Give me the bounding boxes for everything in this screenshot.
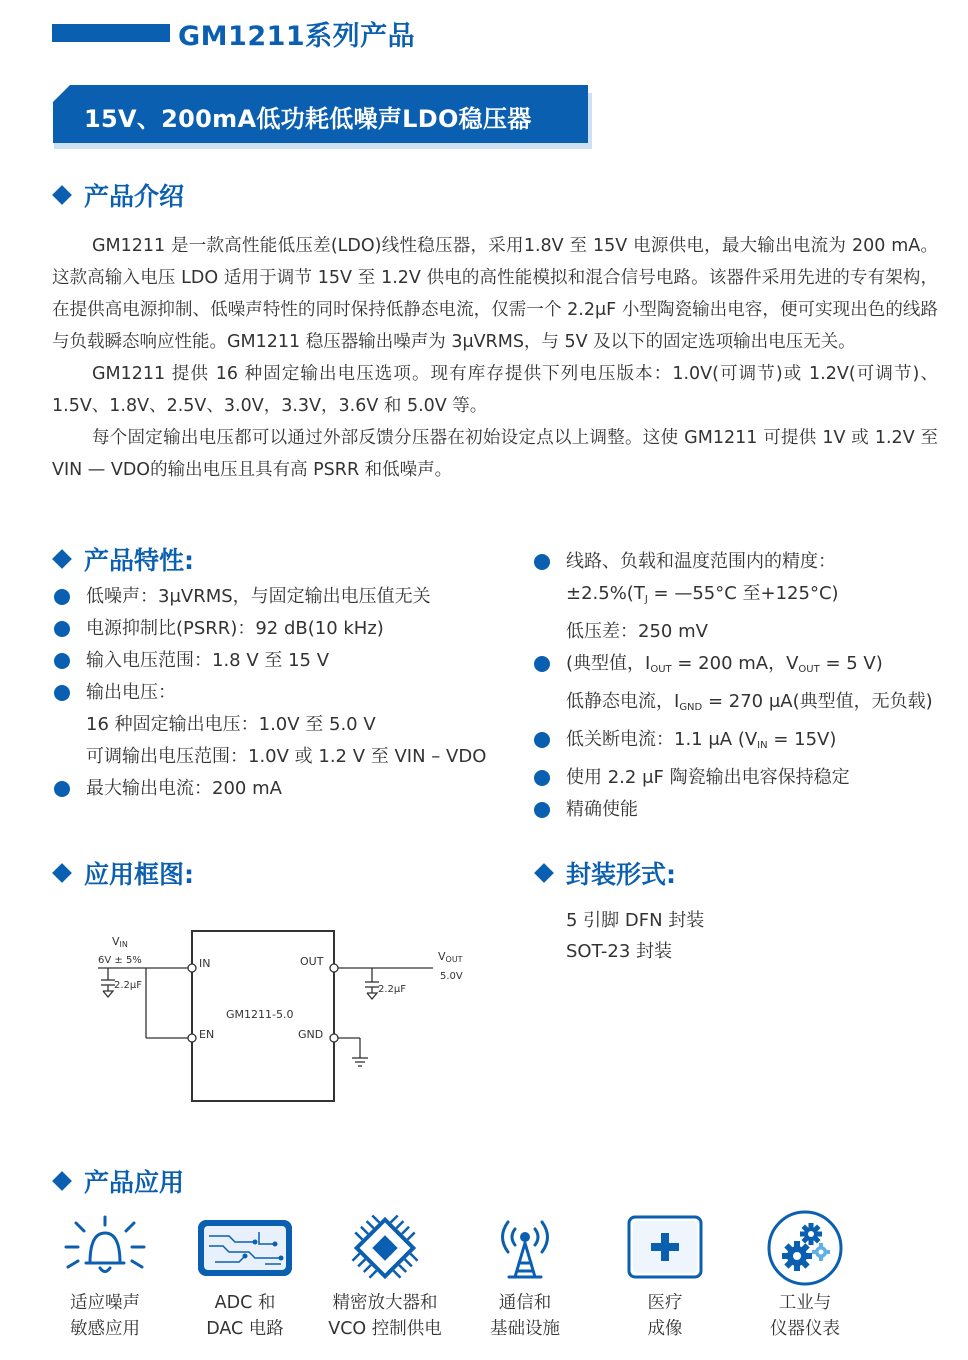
medical-cross-icon <box>625 1213 705 1283</box>
pin-out-label: OUT <box>300 955 324 968</box>
feature-item-enable: 精确使能 <box>532 794 933 826</box>
applications-heading <box>52 1163 184 1199</box>
feature-item: 输入电压范围：1.8 V 至 15 V <box>52 645 486 677</box>
feature-item: 电源抑制比(PSRR)：92 dB(10 kHz) <box>52 613 486 645</box>
application-item <box>180 1212 310 1342</box>
application-item <box>320 1212 450 1342</box>
diamond-icon <box>52 185 72 205</box>
feature-item-accuracy: 线路、负载和温度范围内的精度： <box>532 546 933 578</box>
intro-text <box>52 230 938 486</box>
pin-gnd-label: GND <box>298 1028 324 1041</box>
pin-en-label: EN <box>199 1028 215 1041</box>
diamond-icon <box>52 863 72 883</box>
alarm-bell-icon <box>60 1213 150 1283</box>
intro-heading-text: 产品介绍 <box>84 182 185 211</box>
cin-ground <box>103 991 113 997</box>
application-label: 适应噪声 <box>70 1293 140 1313</box>
feature-quiescent-current: 低静态电流，$I_{GND} = 270$ μA(典型值，无负载) <box>566 691 933 713</box>
application-label: 精密放大器和 <box>332 1293 438 1313</box>
vout-value: 5.0V <box>440 971 463 982</box>
svg-text:VOUT: VOUT <box>438 950 463 964</box>
application-label: 成像 <box>647 1319 683 1339</box>
application-label: VCO 控制供电 <box>328 1319 442 1339</box>
feature-item: 输出电压： <box>52 677 486 709</box>
product-title: 15V、200mA低功耗低噪声LDO稳压器 <box>84 105 532 133</box>
block-diagram-heading <box>52 855 194 891</box>
applications-row <box>52 1212 932 1352</box>
packages-list <box>566 905 704 967</box>
diamond-icon <box>52 1171 72 1191</box>
cout-label: 2.2μF <box>378 984 407 995</box>
gears-icon <box>765 1208 845 1288</box>
application-label: 基础设施 <box>490 1319 560 1339</box>
feature-dropout: 低压差：250 mV <box>566 621 708 642</box>
pin-out-dot <box>330 964 338 972</box>
applications-heading-text: 产品应用 <box>84 1168 185 1197</box>
header-accent-bar <box>52 24 170 42</box>
chip-icon <box>345 1210 425 1286</box>
series-title: GM1211系列产品 <box>178 21 416 52</box>
application-item <box>40 1212 170 1342</box>
intro-heading <box>52 177 184 213</box>
intro-paragraph: 每个固定输出电压都可以通过外部反馈分压器在初始设定点以上调整。这使 GM1211 可提供 1V 或 1.2V 至 VIN — VDO的输出电压且具有高 PSRR 和低噪声。 <box>52 428 938 480</box>
features-heading-text: 产品特性: <box>84 546 194 575</box>
feature-item-typical: (典型值，$I_{OUT} = 200$ mA，$V_{OUT} = 5$ V) <box>532 648 933 686</box>
features-right-list <box>532 546 933 826</box>
package-item: SOT-23 封装 <box>566 941 673 962</box>
svg-text:VIN: VIN <box>112 935 128 949</box>
circuit-board-icon <box>195 1216 295 1280</box>
feature-item-capacitor: 使用 2.2 μF 陶瓷输出电容保持稳定 <box>532 762 933 794</box>
packages-heading <box>534 855 676 891</box>
cin-label: 2.2μF <box>114 980 143 991</box>
diamond-icon <box>534 863 554 883</box>
application-label: 通信和 <box>498 1293 552 1313</box>
diamond-icon <box>52 549 72 569</box>
feature-item: 低噪声：3μVRMS，与固定输出电压值无关 <box>52 581 486 613</box>
chip-label: GM1211-5.0 <box>226 1008 294 1021</box>
title-banner <box>50 85 595 153</box>
feature-item: 最大输出电流：200 mA <box>52 773 486 805</box>
pin-in-dot <box>188 964 196 972</box>
features-heading <box>52 541 194 577</box>
application-item <box>740 1212 870 1342</box>
feature-subitem: 可调输出电压范围：1.0V 或 1.2 V 至 VIN – VDO <box>86 746 487 767</box>
pin-in-label: IN <box>199 957 211 970</box>
application-label: 医疗 <box>647 1293 683 1313</box>
application-label: DAC 电路 <box>206 1319 284 1339</box>
package-item: 5 引脚 DFN 封装 <box>566 910 705 931</box>
application-label: 敏感应用 <box>70 1319 140 1339</box>
packages-heading-text: 封装形式: <box>566 860 676 889</box>
features-left-list <box>52 581 486 805</box>
application-label: 工业与 <box>778 1293 832 1313</box>
cout-ground <box>367 993 377 999</box>
feature-accuracy-value: $\pm 2.5\%(T_J$ = —55°C 至+125°C) <box>566 583 839 605</box>
application-label: 仪器仪表 <box>770 1319 840 1339</box>
application-block-diagram <box>88 925 480 1110</box>
pin-en-dot <box>188 1034 196 1042</box>
block-diagram-heading-text: 应用框图: <box>84 860 194 889</box>
vin-value: 6V ± 5% <box>98 955 142 966</box>
feature-subitem: 16 种固定输出电压：1.0V 至 5.0 V <box>86 714 376 735</box>
intro-paragraph: GM1211 是一款高性能低压差(LDO)线性稳压器，采用1.8V 至 15V 电源供电，最大输出电流为 200 mA。这款高输入电压 LDO 适用于调节 15V 至 1.2V 供电的高性能模拟和混合信号电路。该器件采用先进的专有架构，在提供高电源抑制、低噪声特性的同时保持低静态电流，仅需一个 2.2μF 小型陶瓷输出电容，便可实现出色的线路与负载瞬态响应性能。GM1211 稳压器输出噪声为 3μVRMS，与 5V 及以下的固定选项输出电压无关。 <box>52 236 938 352</box>
application-item <box>460 1212 590 1342</box>
feature-item-shutdown: 低关断电流：1.1 μA $(V_{IN} = 15V)$ <box>532 724 933 762</box>
antenna-tower-icon <box>495 1213 555 1283</box>
intro-paragraph: GM1211 提供 16 种固定输出电压选项。现有库存提供下列电压版本：1.0V(可调节)或 1.2V(可调节)、1.5V、1.8V、2.5V、3.0V，3.3V，3.6V 和 5.0V 等。 <box>52 364 938 416</box>
application-label: ADC 和 <box>214 1293 276 1313</box>
application-item <box>600 1212 730 1342</box>
pin-gnd-dot <box>330 1034 338 1042</box>
